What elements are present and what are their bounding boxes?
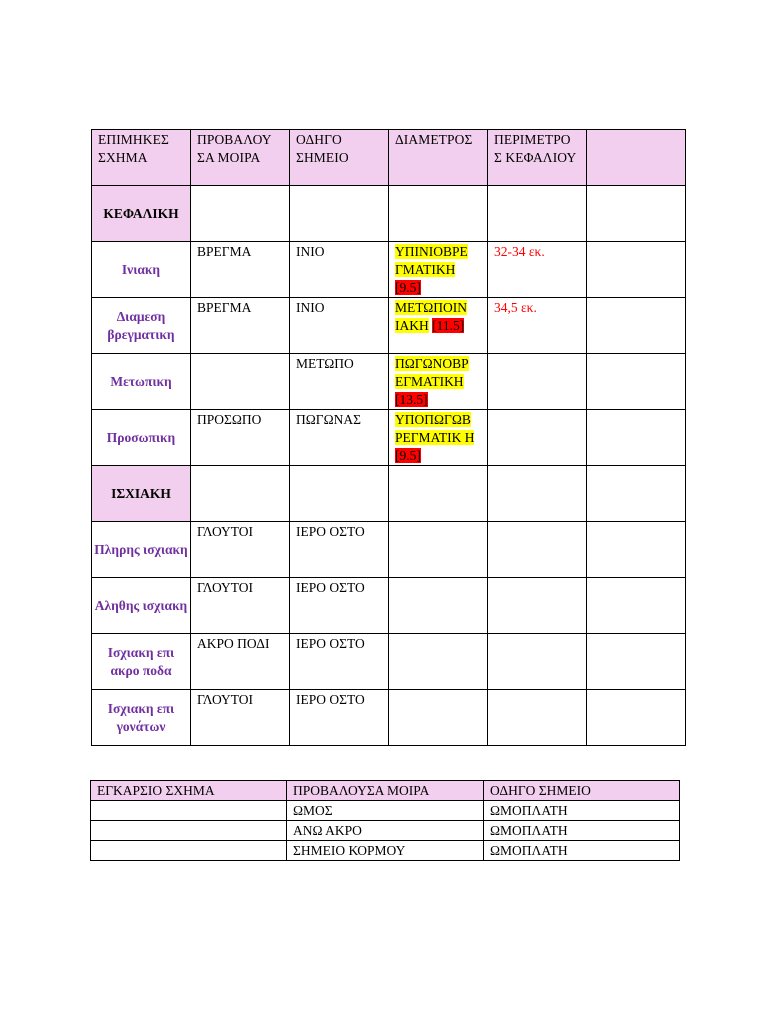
diameter-cell (389, 578, 488, 634)
perimeter-cell (488, 354, 587, 410)
diameter-cell (389, 242, 488, 298)
table-row (92, 242, 686, 298)
header-cell: ΕΠΙΜΗΚΕΣ ΣΧΗΜΑ (92, 130, 191, 186)
row-label: Ισχιακη επι γονάτων (92, 690, 191, 746)
diameter-cell (389, 186, 488, 242)
diameter-cell (389, 522, 488, 578)
diameter-name: ΜΕΤΩΠΟΙΝ ΙΑΚΗ (395, 300, 468, 333)
perimeter-cell (488, 522, 587, 578)
row-label: Διαμεση βρεγματικη (92, 298, 191, 354)
table-cell: ΩΜΟΠΛΑΤΗ (484, 821, 680, 841)
table-cell: ΣΗΜΕΙΟ ΚΟΡΜΟΥ (287, 841, 484, 861)
table-cell (587, 578, 686, 634)
diameter-name: ΠΩΓΩΝΟΒΡ ΕΓΜΑΤΙΚΗ (395, 356, 469, 389)
header-cell: ΠΕΡΙΜΕΤΡΟ Σ ΚΕΦΑΛΙΟΥ (488, 130, 587, 186)
group-label: ΚΕΦΑΛΙΚΗ (92, 186, 191, 242)
table-header-row (92, 130, 686, 186)
diameter-value: [9.5] (395, 448, 421, 463)
table-cell (91, 821, 287, 841)
table-cell (290, 466, 389, 522)
table-cell (587, 242, 686, 298)
table-row (92, 522, 686, 578)
perimeter-cell (488, 634, 587, 690)
table-row (91, 841, 680, 861)
table-cell (191, 466, 290, 522)
table-header-row (91, 781, 680, 801)
table-cell (91, 801, 287, 821)
table-cell: ΙΕΡΟ ΟΣΤΟ (290, 578, 389, 634)
row-label: Πληρης ισχιακη (92, 522, 191, 578)
table-cell (191, 354, 290, 410)
header-cell: ΟΔΗΓΟ ΣΗΜΕΙΟ (290, 130, 389, 186)
table-row (92, 578, 686, 634)
header-cell (587, 130, 686, 186)
longitudinal-presentation-table (91, 129, 686, 746)
header-cell: ΔΙΑΜΕΤΡΟΣ (389, 130, 488, 186)
diameter-name: ΥΠΙΝΙΟΒΡΕ ΓΜΑΤΙΚΗ (395, 244, 468, 277)
diameter-cell (389, 634, 488, 690)
table-cell (587, 634, 686, 690)
table-cell (91, 841, 287, 861)
table-cell: ΓΛΟΥΤΟΙ (191, 690, 290, 746)
header-cell: ΠΡΟΒΑΛΟΥ ΣΑ ΜΟΙΡΑ (191, 130, 290, 186)
table-cell: ΙΕΡΟ ΟΣΤΟ (290, 522, 389, 578)
row-label: Μετωπικη (92, 354, 191, 410)
diameter-value: [11.5] (432, 318, 465, 333)
table-cell (290, 186, 389, 242)
perimeter-cell (488, 410, 587, 466)
table-cell (587, 186, 686, 242)
table-cell (587, 410, 686, 466)
table-row (92, 410, 686, 466)
table-group-row (92, 466, 686, 522)
header-cell: ΕΓΚΑΡΣΙΟ ΣΧΗΜΑ (91, 781, 287, 801)
table-cell: ΙΝΙΟ (290, 298, 389, 354)
row-label: Ινιακη (92, 242, 191, 298)
table-cell: ΜΕΤΩΠΟ (290, 354, 389, 410)
table-row (92, 354, 686, 410)
table-cell: ΒΡΕΓΜΑ (191, 242, 290, 298)
diameter-cell (389, 354, 488, 410)
diameter-value: [13.5] (395, 392, 428, 407)
table-cell: ΓΛΟΥΤΟΙ (191, 578, 290, 634)
header-cell: ΠΡΟΒΑΛΟΥΣΑ ΜΟΙΡΑ (287, 781, 484, 801)
table-cell: ΙΕΡΟ ΟΣΤΟ (290, 634, 389, 690)
row-label: Ισχιακη επι ακρο ποδα (92, 634, 191, 690)
table-group-row (92, 186, 686, 242)
table-cell: ΠΩΓΩΝΑΣ (290, 410, 389, 466)
table-cell: ΑΚΡΟ ΠΟΔΙ (191, 634, 290, 690)
perimeter-cell (488, 690, 587, 746)
table-row (91, 801, 680, 821)
diameter-cell (389, 410, 488, 466)
table-cell: ΩΜΟΠΛΑΤΗ (484, 801, 680, 821)
perimeter-cell (488, 578, 587, 634)
table-row (92, 298, 686, 354)
table-cell: ΙΕΡΟ ΟΣΤΟ (290, 690, 389, 746)
perimeter-cell (488, 186, 587, 242)
group-label: ΙΣΧΙΑΚΗ (92, 466, 191, 522)
table-row (91, 821, 680, 841)
perimeter-cell (488, 466, 587, 522)
perimeter-cell: 32-34 εκ. (488, 242, 587, 298)
table-cell: ΒΡΕΓΜΑ (191, 298, 290, 354)
table-cell: ΙΝΙΟ (290, 242, 389, 298)
table-cell: ΓΛΟΥΤΟΙ (191, 522, 290, 578)
table-row (92, 690, 686, 746)
table-cell (587, 690, 686, 746)
diameter-value: [9.5] (395, 280, 421, 295)
table-cell: ΑΝΩ ΑΚΡΟ (287, 821, 484, 841)
table-cell: ΩΜΟΠΛΑΤΗ (484, 841, 680, 861)
diameter-cell (389, 298, 488, 354)
row-label: Προσωπικη (92, 410, 191, 466)
table-cell: ΠΡΟΣΩΠΟ (191, 410, 290, 466)
perimeter-cell: 34,5 εκ. (488, 298, 587, 354)
transverse-presentation-table (90, 780, 680, 861)
row-label: Αληθης ισχιακη (92, 578, 191, 634)
header-cell: ΟΔΗΓΟ ΣΗΜΕΙΟ (484, 781, 680, 801)
table-cell (587, 298, 686, 354)
diameter-cell (389, 466, 488, 522)
table-cell: ΩΜΟΣ (287, 801, 484, 821)
table-cell (587, 522, 686, 578)
table-cell (587, 466, 686, 522)
table-cell (191, 186, 290, 242)
diameter-name: ΥΠΟΠΩΓΩΒ ΡΕΓΜΑΤΙΚ Η (395, 412, 475, 445)
diameter-cell (389, 690, 488, 746)
table-cell (587, 354, 686, 410)
table-row (92, 634, 686, 690)
